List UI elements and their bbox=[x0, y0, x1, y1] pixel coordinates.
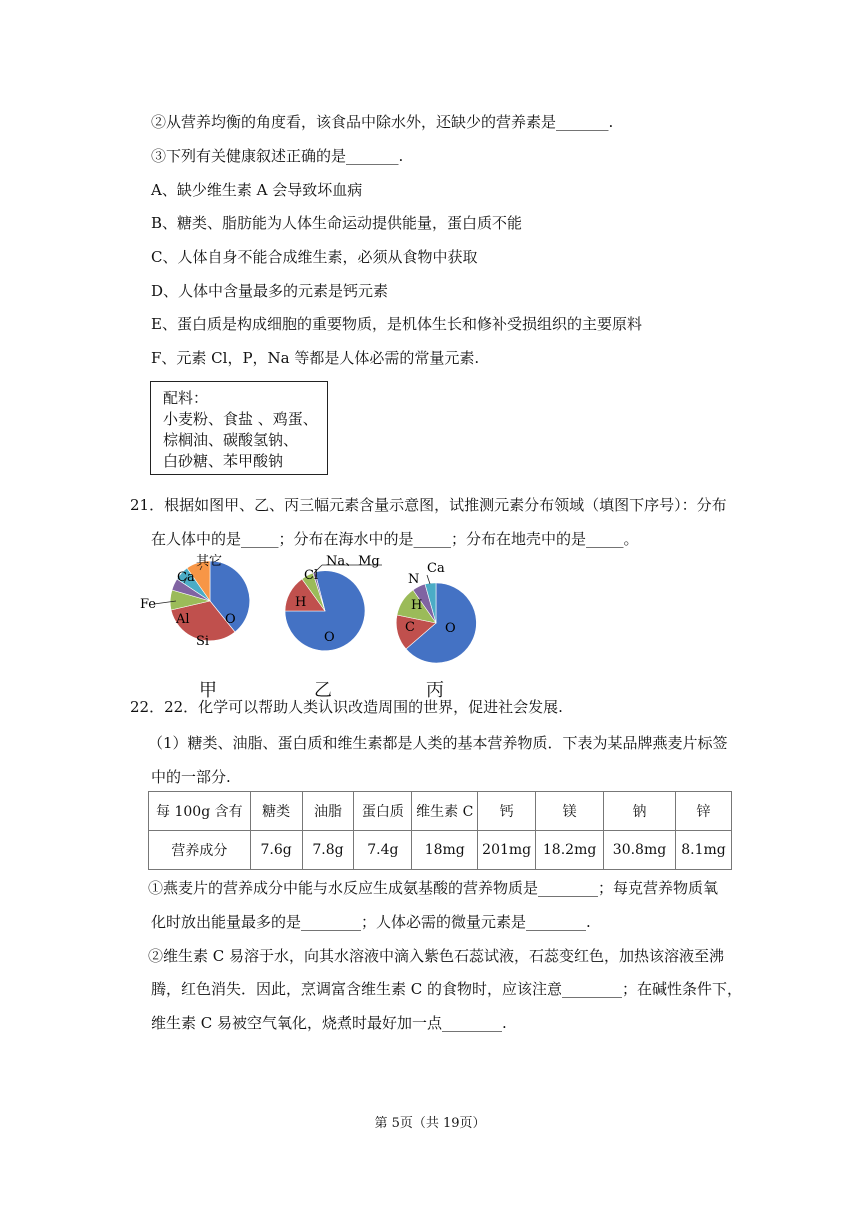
pie-jia-label-ca: Ca bbox=[177, 570, 195, 585]
pie-jia-label-si: Si bbox=[196, 634, 210, 649]
table-row bbox=[149, 831, 732, 870]
row-header-top: 每 100g 含有 bbox=[149, 792, 251, 831]
pie-bing bbox=[396, 561, 476, 663]
col-sugar: 糖类 bbox=[250, 792, 302, 831]
question-22-title: 22．22．化学可以帮助人类认识改造周围的世界，促进社会发展. bbox=[130, 698, 563, 716]
pie-bing-label-h: H bbox=[411, 598, 423, 613]
ingredients-line-1: 小麦粉、食盐 、鸡蛋、 bbox=[163, 410, 318, 428]
option-a: A、缺少维生素 A 会导致坏血病 bbox=[151, 181, 363, 199]
pie-bing-label-o: O bbox=[445, 621, 456, 636]
col-calcium: 钙 bbox=[478, 792, 536, 831]
val-protein: 7.4g bbox=[354, 831, 412, 870]
col-magnesium: 镁 bbox=[536, 792, 604, 831]
ingredients-line-2: 棕榈油、碳酸氢钠、 bbox=[163, 431, 299, 449]
table-row bbox=[149, 792, 732, 831]
pie-yi-caption: 乙 bbox=[314, 680, 332, 701]
pie-yi-label-namg: Na、Mg bbox=[326, 554, 380, 569]
ingredients-title: 配料： bbox=[163, 389, 209, 407]
element-pie-charts bbox=[140, 553, 490, 665]
question-22-sub2-line-3: 维生素 C 易被空气氧化，烧煮时最好加一点________. bbox=[151, 1014, 507, 1032]
question-22-part1-line-1: （1）糖类、油脂、蛋白质和维生素都是人类的基本营养物质．下表为某品牌燕麦片标签 bbox=[148, 734, 728, 752]
pie-bing-label-n: N bbox=[408, 572, 420, 587]
col-fat: 油脂 bbox=[302, 792, 354, 831]
option-b: B、糖类、脂肪能为人体生命运动提供能量，蛋白质不能 bbox=[151, 214, 523, 232]
pie-yi-label-h: H bbox=[295, 595, 307, 610]
pie-yi bbox=[285, 554, 382, 651]
pie-bing-label-c: C bbox=[405, 620, 415, 635]
question-2-line: ②从营养均衡的角度看，该食品中除水外，还缺少的营养素是_______. bbox=[151, 113, 614, 131]
question-22-sub1-line-1: ①燕麦片的营养成分中能与水反应生成氨基酸的营养物质是________；每克营养物质氧 bbox=[148, 879, 719, 897]
row-header-bottom: 营养成分 bbox=[149, 831, 251, 870]
question-3-line: ③下列有关健康叙述正确的是_______. bbox=[151, 147, 404, 165]
option-e: E、蛋白质是构成细胞的重要物质，是机体生长和修补受损组织的主要原料 bbox=[151, 315, 642, 333]
pie-bing-label-ca: Ca bbox=[427, 561, 445, 576]
option-d: D、人体中含量最多的元素是钙元素 bbox=[151, 282, 389, 300]
pie-jia-caption: 甲 bbox=[199, 680, 217, 701]
val-zinc: 8.1mg bbox=[675, 831, 731, 870]
question-22-sub1-line-2: 化时放出能量最多的是________；人体必需的微量元素是________. bbox=[151, 913, 591, 931]
val-vitamin-c: 18mg bbox=[412, 831, 478, 870]
val-magnesium: 18.2mg bbox=[536, 831, 604, 870]
pie-jia-label-o: O bbox=[225, 612, 236, 627]
val-calcium: 201mg bbox=[478, 831, 536, 870]
question-21-line-2: 在人体中的是_____；分布在海水中的是_____；分布在地壳中的是_____。 bbox=[151, 530, 639, 548]
pie-yi-label-o: O bbox=[324, 630, 335, 645]
page-footer: 第 5页（共 19页） bbox=[374, 1116, 486, 1131]
question-22-part1-line-2: 中的一部分. bbox=[151, 768, 231, 786]
ingredients-box bbox=[150, 381, 328, 475]
pie-yi-label-cl: Cl bbox=[304, 568, 319, 583]
col-vitamin-c: 维生素 C bbox=[412, 792, 478, 831]
val-sugar: 7.6g bbox=[250, 831, 302, 870]
nutrition-grid bbox=[148, 791, 732, 870]
val-fat: 7.8g bbox=[302, 831, 354, 870]
pie-jia-label-al: Al bbox=[176, 612, 190, 627]
pie-jia bbox=[140, 553, 250, 649]
col-protein: 蛋白质 bbox=[354, 792, 412, 831]
pie-jia-label-fe: Fe bbox=[140, 597, 157, 612]
option-f: F、元素 Cl，P，Na 等都是人体必需的常量元素. bbox=[151, 349, 480, 367]
pie-jia-label-other: 其它 bbox=[196, 554, 223, 569]
option-c: C、人体自身不能合成维生素，必须从食物中获取 bbox=[151, 248, 478, 266]
pie-bing-caption: 丙 bbox=[426, 680, 444, 701]
question-22-sub2-line-2: 腾，红色消失．因此，烹调富含维生素 C 的食物时，应该注意________；在碱性条件下， bbox=[151, 980, 743, 998]
col-sodium: 钠 bbox=[604, 792, 676, 831]
question-21-line-1: 21．根据如图甲、乙、丙三幅元素含量示意图，试推测元素分布领域（填图下序号）：分布 bbox=[130, 496, 727, 514]
col-zinc: 锌 bbox=[675, 792, 731, 831]
question-22-sub2-line-1: ②维生素 C 易溶于水，向其水溶液中滴入紫色石蕊试液，石蕊变红色，加热该溶液至沸 bbox=[148, 947, 725, 965]
val-sodium: 30.8mg bbox=[604, 831, 676, 870]
ingredients-line-3: 白砂糖、苯甲酸钠 bbox=[163, 452, 284, 470]
